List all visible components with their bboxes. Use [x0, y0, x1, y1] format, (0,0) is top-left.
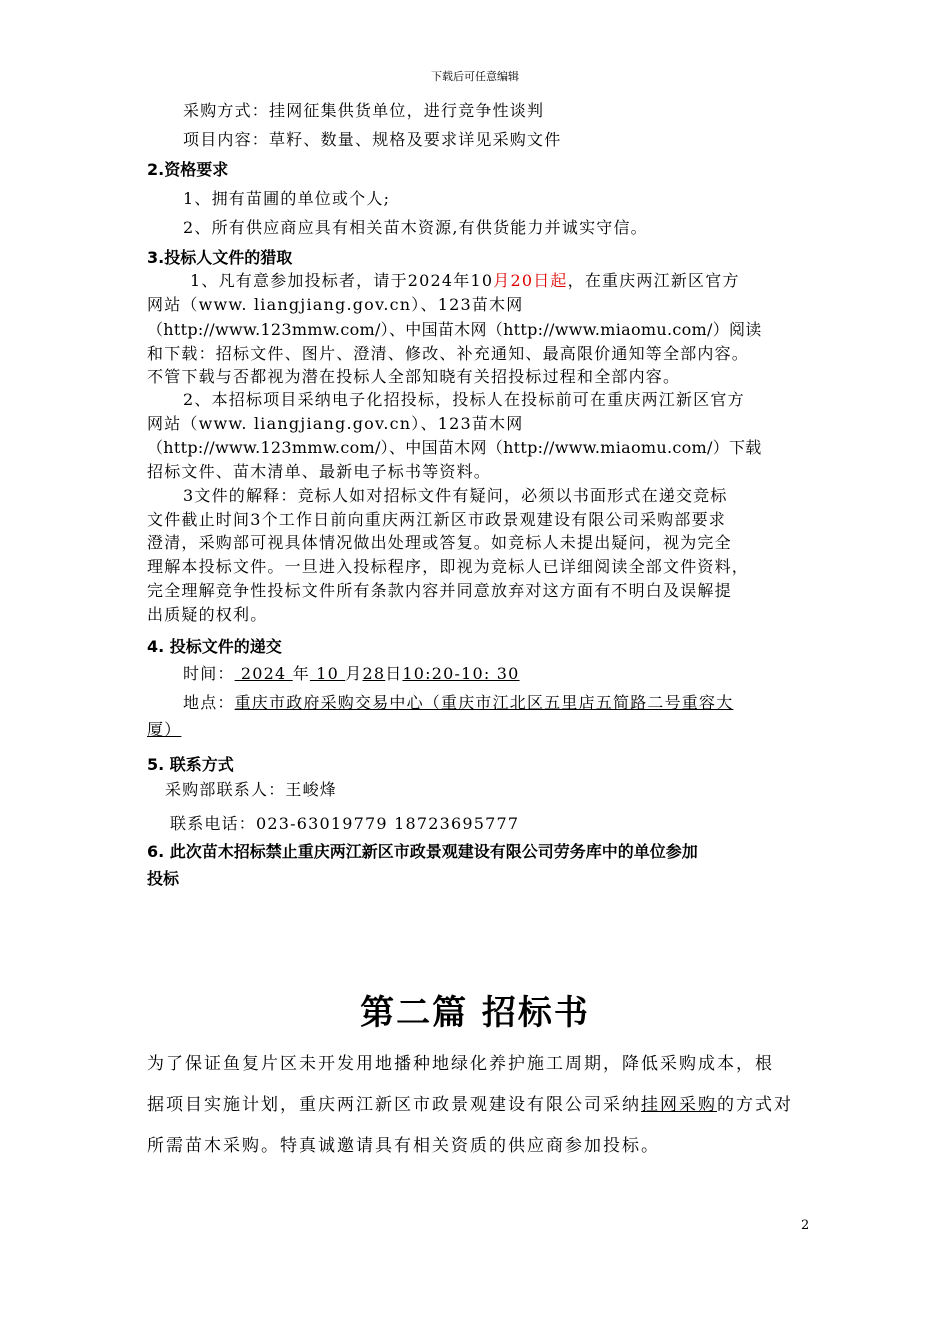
section-3-heading: 3.投标人文件的猎取: [147, 248, 293, 267]
qualification-item-1: 1、拥有苗圃的单位或个人;: [183, 189, 391, 208]
purchase-method: 采购方式：挂网征集供货单位，进行竞争性谈判: [183, 101, 545, 120]
section-2-heading: 2.资格要求: [147, 160, 229, 179]
sec3-p2-line3: （http://www.123mmw.com/）、中国苗木网（http://www.miaomu.com/）下载: [147, 438, 762, 457]
sec3-p1-line1: [190, 268, 740, 291]
page-header: 下载后可任意编辑: [431, 70, 519, 83]
project-content: 项目内容：草籽、数量、规格及要求详见采购文件: [183, 130, 562, 149]
place-label: 地点：: [183, 693, 235, 712]
submission-time: [183, 661, 520, 684]
section-6-line1: 6. 此次苗木招标禁止重庆两江新区市政景观建设有限公司劳务库中的单位参加: [147, 842, 698, 861]
sec3-p2-line1: 2、本招标项目采纳电子化招投标，投标人在投标前可在重庆两江新区官方: [183, 390, 745, 409]
part2-title: 第二篇 招标书: [360, 993, 590, 1033]
part2-line2-text-a: 据项目实施计划，重庆两江新区市政景观建设有限公司采纳: [147, 1095, 641, 1115]
part2-para-line2: [147, 1090, 793, 1115]
place-line1: 重庆市政府采购交易中心（重庆市江北区五里店五简路二号重容大: [234, 693, 734, 712]
sec3-p1-line4: 和下载：招标文件、图片、澄清、修改、补充通知、最高限价通知等全部内容。: [147, 344, 750, 363]
time-year: 2024: [234, 664, 293, 683]
contact-phone: 联系电话：023-63019779 18723695777: [170, 814, 520, 833]
sec3-p3-line5: 完全理解竞争性投标文件所有条款内容并同意放弃对这方面有不明白及误解提: [147, 581, 732, 600]
sec3-p1-line3: （http://www.123mmw.com/）、中国苗木网（http://www.miaomu.com/）阅读: [147, 320, 762, 339]
sec3-p1-line2: 网站（www. liangjiang.gov.cn）、123苗木网: [147, 295, 524, 314]
part2-line2-underlined: 挂网采购: [641, 1095, 717, 1115]
sec3-p2-line2: 网站（www. liangjiang.gov.cn）、123苗木网: [147, 414, 524, 433]
sec3-p3-line6: 出质疑的权利。: [147, 605, 268, 624]
time-day-unit: 日: [385, 664, 403, 683]
sec3-p1-line5: 不管下载与否都视为潜在投标人全部知晓有关招投标过程和全部内容。: [147, 367, 681, 386]
sec3-p3-line4: 理解本投标文件。一旦进入投标程序，即视为竞标人已详细阅读全部文件资料，: [147, 557, 750, 576]
part2-para-line1: 为了保证鱼复片区未开发用地播种地绿化养护施工周期，降低采购成本，根: [147, 1054, 774, 1074]
sec3-p3-line2: 文件截止时间3个工作日前向重庆两江新区市政景观建设有限公司采购部要求: [147, 510, 726, 529]
time-month: 10: [309, 664, 346, 683]
time-month-unit: 月: [345, 664, 363, 683]
sec3-p3-line3: 澄清，采购部可视具体情况做出处理或答复。如竞标人未提出疑问，视为完全: [147, 533, 732, 552]
qualification-item-2: 2、所有供应商应具有相关苗木资源,有供货能力并诚实守信。: [183, 218, 648, 237]
time-year-unit: 年: [292, 664, 310, 683]
page-number: 2: [801, 1218, 810, 1233]
place-line2: 厦）: [147, 720, 182, 739]
time-range: 10:20-10: 30: [402, 664, 520, 683]
contact-person: 采购部联系人：王峻烽: [165, 780, 338, 799]
section-5-heading: 5. 联系方式: [147, 755, 234, 774]
sec3-p1-text-a: 1、凡有意参加投标者，请于2024年10: [190, 271, 494, 290]
sec3-p1-text-b: ，在重庆两江新区官方: [567, 271, 740, 290]
time-label: 时间：: [183, 664, 235, 683]
sec3-p2-line4: 招标文件、苗木清单、最新电子标书等资料。: [147, 462, 492, 481]
part2-para-line3: 所需苗木采购。特真诚邀请具有相关资质的供应商参加投标。: [147, 1136, 660, 1156]
submission-place: [183, 690, 733, 713]
sec3-p1-date-highlight: 月20日起: [493, 271, 568, 290]
time-day: 28: [362, 664, 386, 683]
section-4-heading: 4. 投标文件的递交: [147, 637, 282, 656]
sec3-p3-line1: 3文件的解释：竞标人如对招标文件有疑问，必须以书面形式在递交竞标: [183, 486, 728, 505]
section-6-line2: 投标: [147, 869, 180, 888]
part2-line2-text-b: 的方式对: [717, 1095, 793, 1115]
